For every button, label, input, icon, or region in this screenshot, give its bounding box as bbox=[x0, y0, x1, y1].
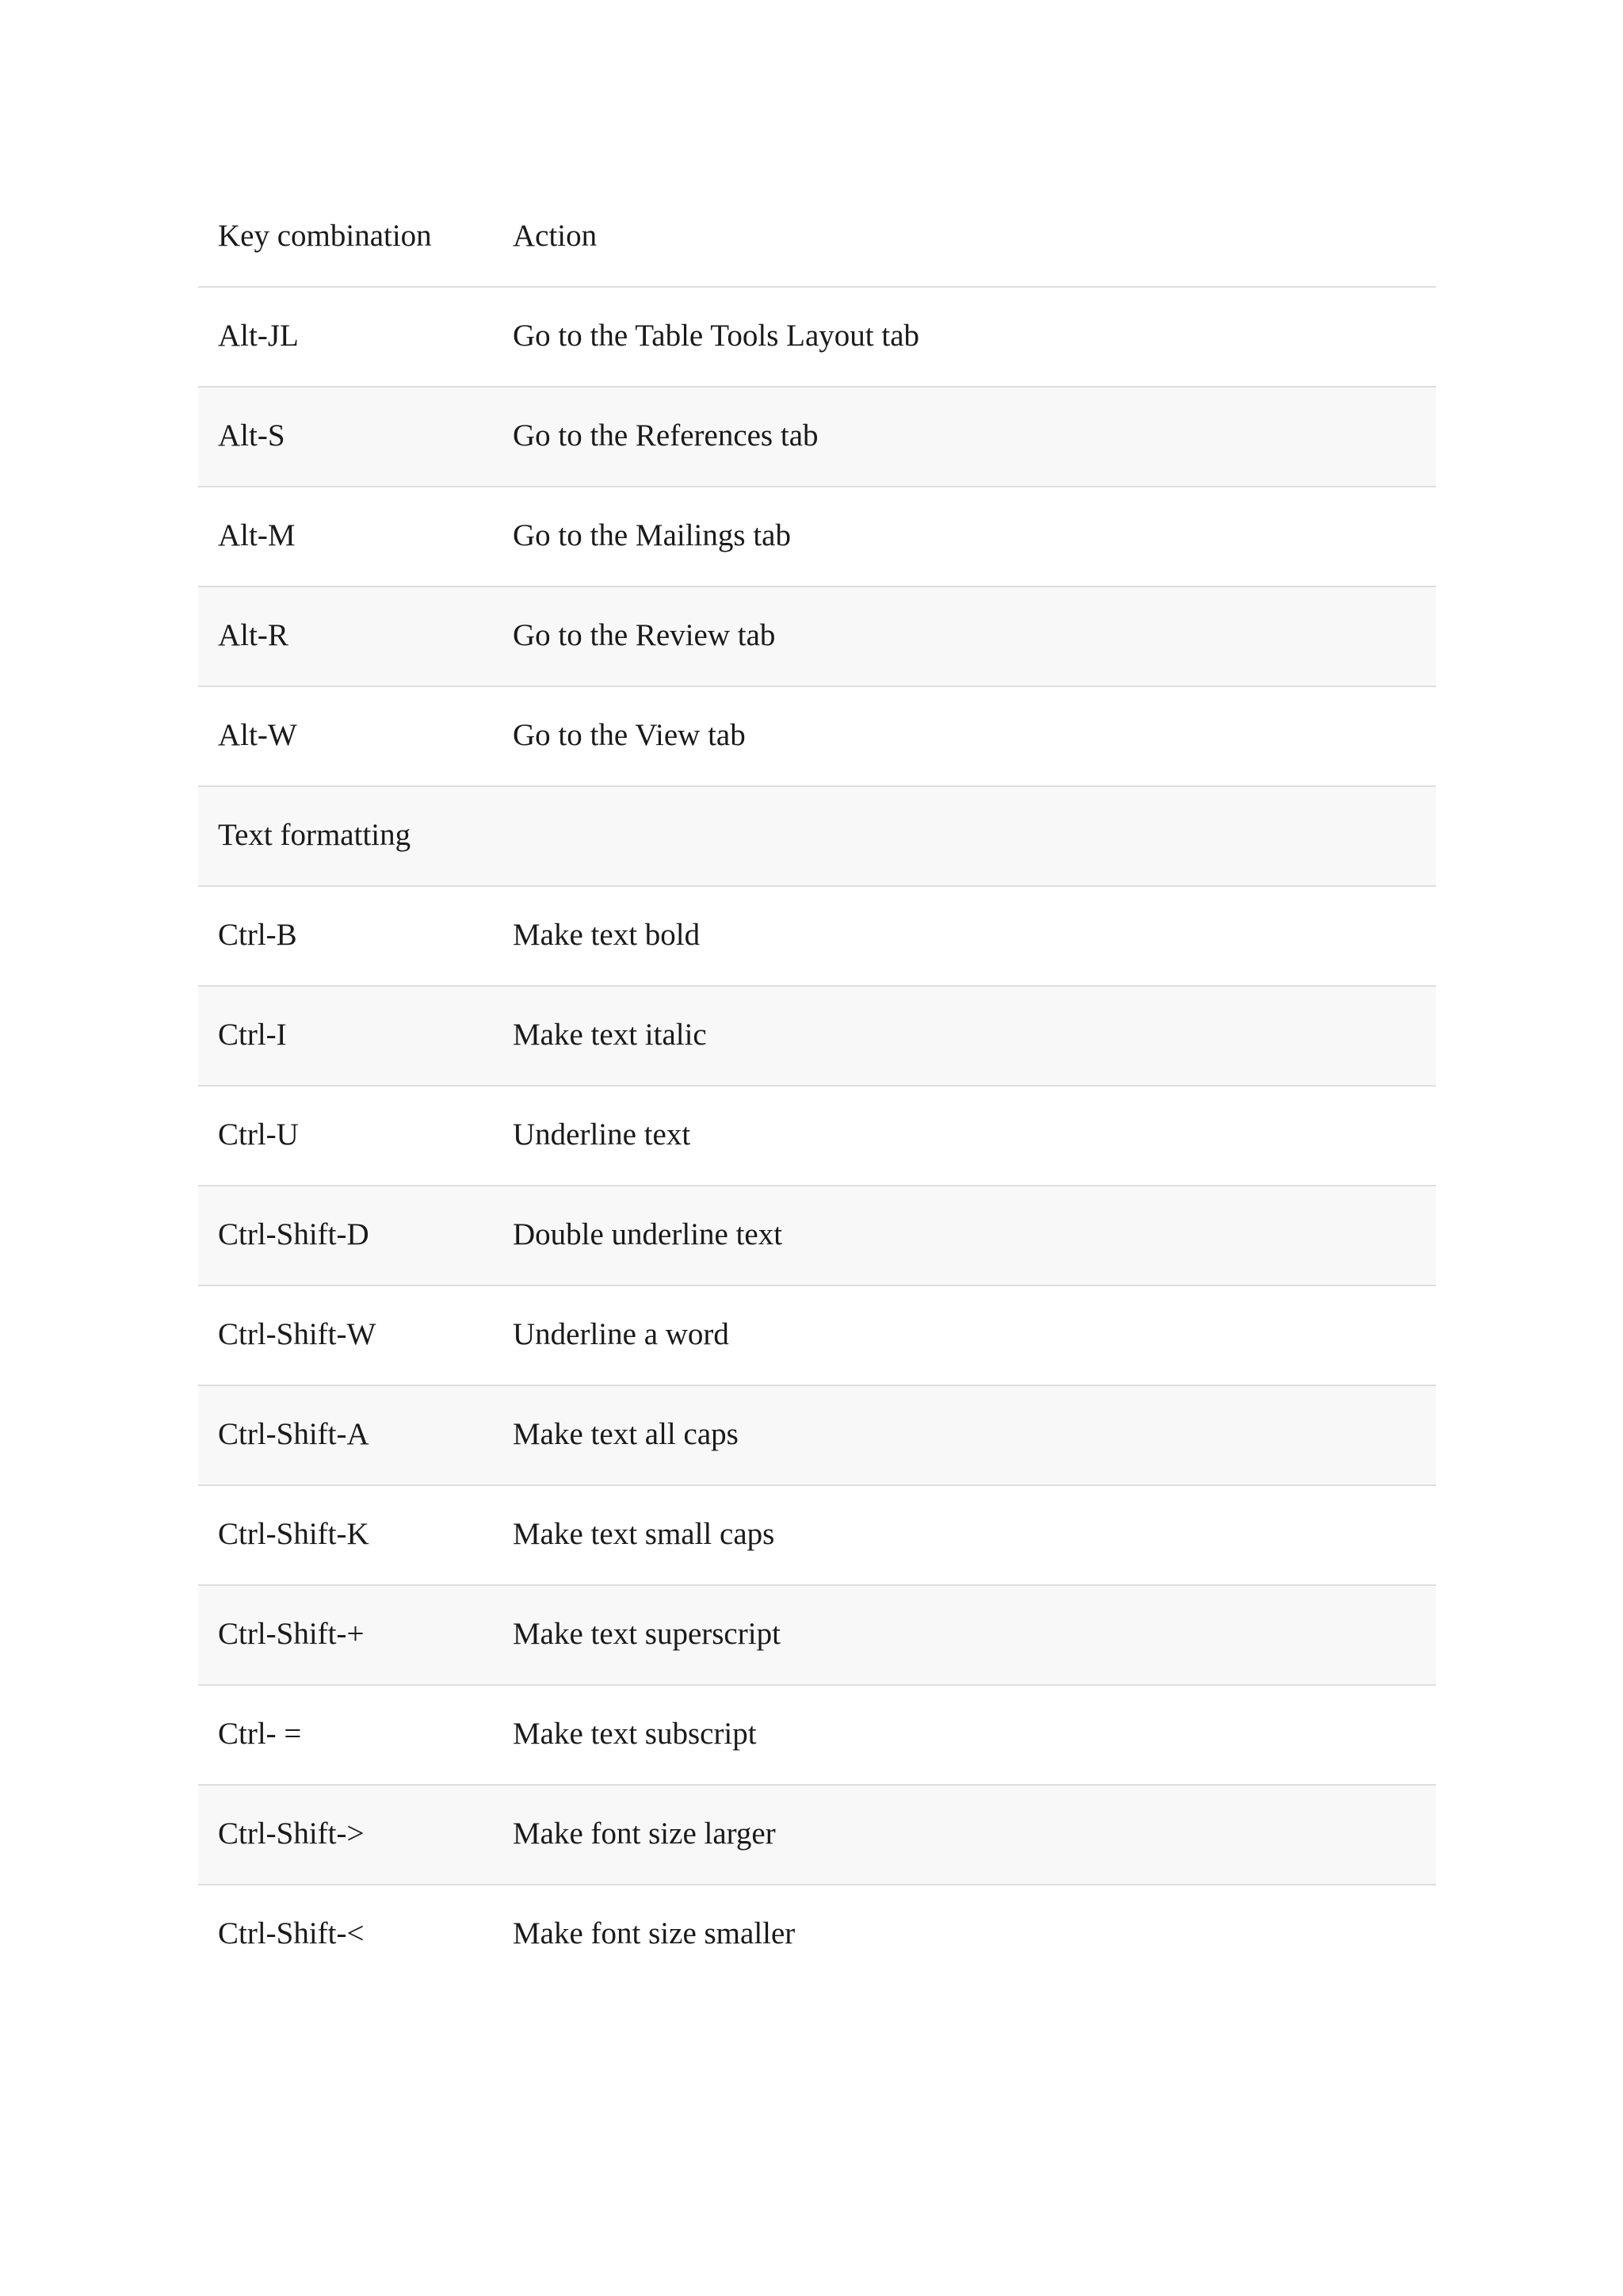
table-row bbox=[198, 1087, 1436, 1186]
key-cell: Ctrl-Shift-K bbox=[218, 1517, 369, 1551]
table-row bbox=[198, 288, 1436, 388]
table-row bbox=[198, 1486, 1436, 1586]
action-cell: Make font size larger bbox=[513, 1817, 776, 1851]
action-cell: Underline text bbox=[513, 1117, 691, 1152]
section-heading-text-formatting: Text formatting bbox=[218, 818, 411, 852]
table-row bbox=[198, 687, 1436, 787]
action-cell bbox=[513, 787, 1436, 885]
key-cell: Ctrl-Shift-D bbox=[218, 1217, 369, 1251]
key-cell: Alt-R bbox=[218, 618, 288, 652]
action-cell: Go to the Mailings tab bbox=[513, 518, 791, 552]
key-cell: Alt-W bbox=[218, 718, 297, 752]
action-cell: Go to the View tab bbox=[513, 718, 746, 752]
table-row bbox=[198, 1586, 1436, 1686]
header-action: Action bbox=[513, 219, 598, 253]
action-cell: Make text italic bbox=[513, 1018, 707, 1052]
table-row bbox=[198, 987, 1436, 1087]
key-cell: Ctrl-U bbox=[218, 1117, 299, 1152]
key-cell: Ctrl-Shift-A bbox=[218, 1417, 369, 1451]
key-cell: Ctrl-I bbox=[218, 1018, 287, 1052]
table-row bbox=[198, 1286, 1436, 1386]
table-row bbox=[198, 388, 1436, 487]
action-cell: Go to the Table Tools Layout tab bbox=[513, 319, 920, 353]
shortcut-table bbox=[198, 188, 1436, 1985]
key-cell: Ctrl-Shift-> bbox=[218, 1817, 365, 1851]
header-key-combination: Key combination bbox=[218, 219, 432, 253]
action-cell: Make text small caps bbox=[513, 1517, 775, 1551]
action-cell: Double underline text bbox=[513, 1217, 783, 1251]
table-row bbox=[198, 1186, 1436, 1286]
section-header-row bbox=[198, 787, 1436, 887]
action-cell: Make text superscript bbox=[513, 1617, 781, 1651]
table-row bbox=[198, 587, 1436, 687]
action-cell: Go to the References tab bbox=[513, 418, 819, 453]
key-cell: Ctrl-Shift-< bbox=[218, 1916, 365, 1950]
table-row bbox=[198, 1786, 1436, 1885]
key-cell: Ctrl-Shift-W bbox=[218, 1317, 376, 1351]
action-cell: Go to the Review tab bbox=[513, 618, 776, 652]
action-cell: Make text all caps bbox=[513, 1417, 739, 1451]
key-cell: Ctrl-B bbox=[218, 918, 297, 952]
action-cell: Underline a word bbox=[513, 1317, 729, 1351]
action-cell: Make text subscript bbox=[513, 1717, 757, 1751]
action-cell: Make font size smaller bbox=[513, 1916, 796, 1950]
key-cell: Alt-M bbox=[218, 518, 296, 552]
action-cell: Make text bold bbox=[513, 918, 701, 952]
table-header-row bbox=[198, 188, 1436, 288]
table-row bbox=[198, 887, 1436, 987]
key-cell: Ctrl- = bbox=[218, 1717, 302, 1751]
table-row bbox=[198, 1386, 1436, 1486]
table-row bbox=[198, 487, 1436, 587]
key-cell: Alt-S bbox=[218, 418, 285, 453]
table-row bbox=[198, 1885, 1436, 1985]
key-cell: Alt-JL bbox=[218, 319, 299, 353]
table-row bbox=[198, 1686, 1436, 1786]
key-cell: Ctrl-Shift-+ bbox=[218, 1617, 365, 1651]
